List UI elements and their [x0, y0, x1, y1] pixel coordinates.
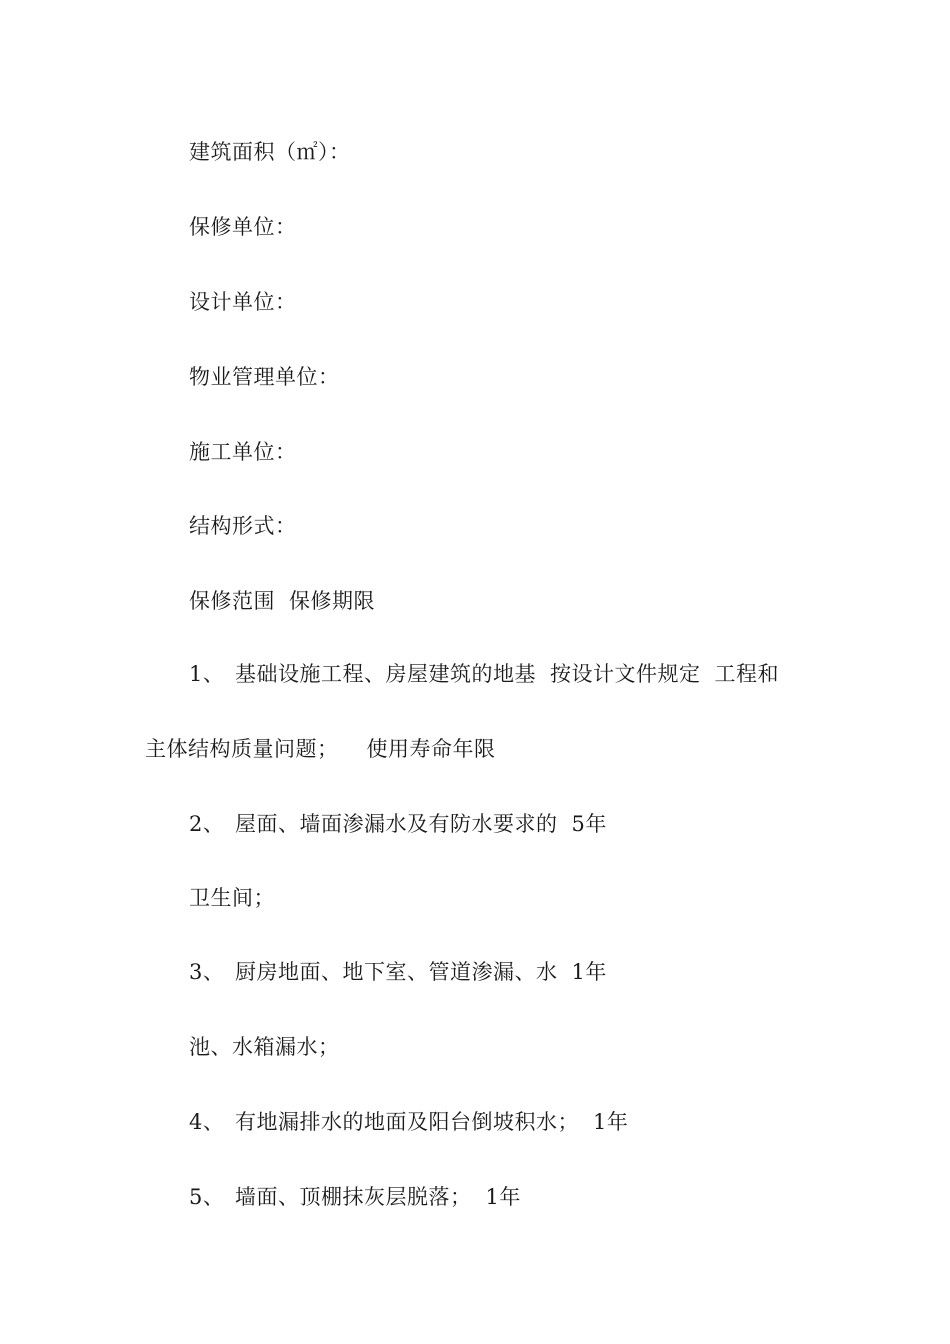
item-text: 主体结构质量问题；	[145, 737, 339, 761]
item-period: 使用寿命年限	[366, 737, 496, 761]
item-period: 5年	[571, 812, 607, 836]
item-number: 3、	[189, 960, 225, 984]
list-item-5	[189, 1183, 521, 1211]
item-number: 4、	[189, 1110, 225, 1134]
header-period: 保修期限	[289, 589, 375, 613]
list-item-4	[189, 1108, 628, 1136]
item-text: 有地漏排水的地面及阳台倒坡积水；	[235, 1110, 579, 1134]
list-item-3-line1	[189, 958, 607, 986]
item-period: 1年	[485, 1185, 521, 1209]
field-property-management-unit: 物业管理单位：	[189, 365, 340, 389]
item-extra: 工程和	[714, 662, 779, 686]
table-header	[189, 587, 375, 615]
item-number: 1、	[189, 662, 225, 686]
list-item-1-line1	[189, 660, 779, 688]
list-item-3-line2: 池、水箱漏水；	[189, 1035, 340, 1059]
item-text: 厨房地面、地下室、管道渗漏、水	[235, 960, 558, 984]
list-item-1-line2	[145, 735, 496, 763]
item-text: 基础设施工程、房屋建筑的地基	[235, 662, 536, 686]
item-period: 1年	[571, 960, 607, 984]
field-structure-form: 结构形式：	[189, 514, 297, 538]
list-item-2-line1	[189, 810, 607, 838]
field-construction-unit: 施工单位：	[189, 440, 297, 464]
item-text: 墙面、顶棚抹灰层脱落；	[235, 1185, 472, 1209]
item-period: 1年	[593, 1110, 629, 1134]
item-number: 5、	[189, 1185, 225, 1209]
field-building-area: 建筑面积（㎡）：	[189, 140, 351, 164]
field-warranty-unit: 保修单位：	[189, 215, 297, 239]
item-text: 屋面、墙面渗漏水及有防水要求的	[235, 812, 558, 836]
item-number: 2、	[189, 812, 225, 836]
header-scope: 保修范围	[189, 589, 275, 613]
item-period: 按设计文件规定	[550, 662, 701, 686]
field-design-unit: 设计单位：	[189, 290, 297, 314]
list-item-2-line2: 卫生间；	[189, 886, 275, 910]
